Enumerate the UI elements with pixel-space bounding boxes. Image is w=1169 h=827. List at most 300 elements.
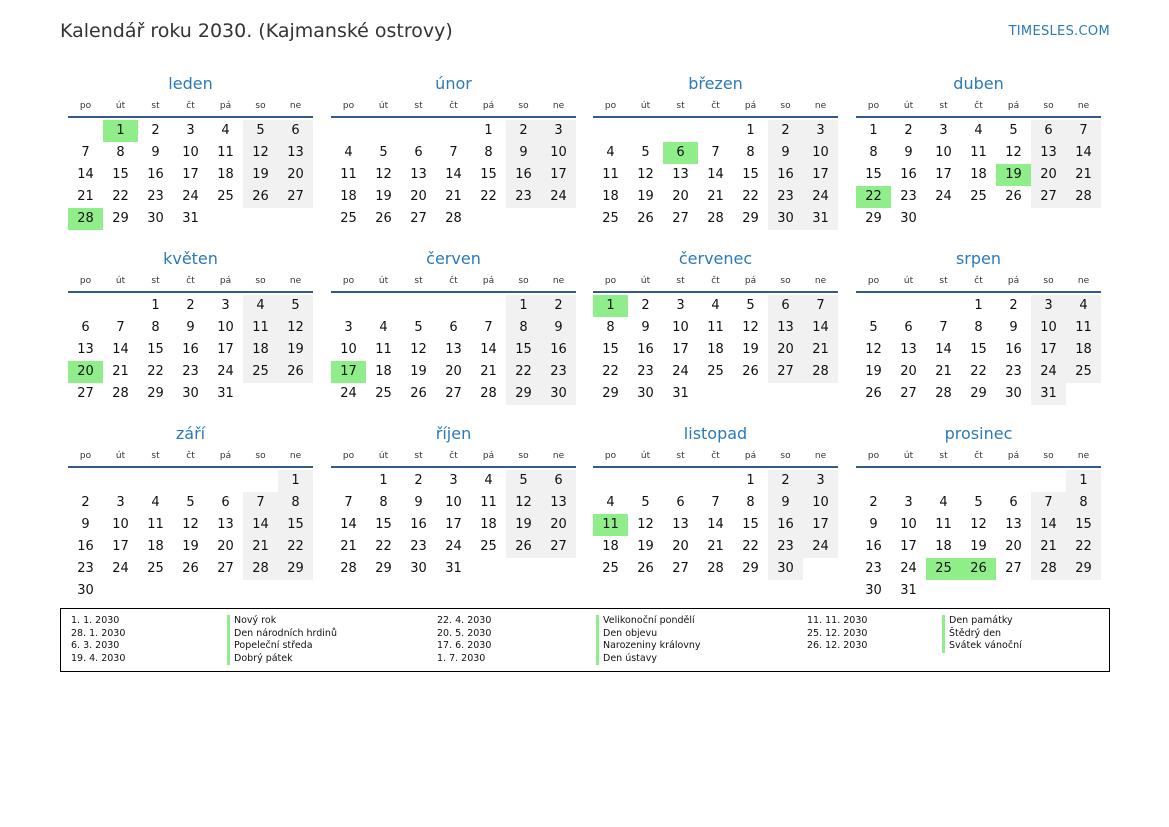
day-cell: 14 [803,317,838,339]
weekday-label: ne [814,101,827,111]
day-cell: 27 [1005,561,1022,576]
day-cell: 20 [541,514,576,536]
day-cell: 20 [410,189,427,204]
day-cell: 22 [278,536,313,558]
day-cell: 11 [217,145,234,160]
day-cell: 3 [803,120,838,142]
holiday-day: 1 [593,295,628,317]
day-cell: 27 [672,211,689,226]
day-cell: 17 [672,342,689,357]
day-cell: 29 [742,211,759,226]
day-cell: 7 [1031,492,1066,514]
day-cell: 25 [217,189,234,204]
weekday-label: so [1043,276,1054,286]
legend-dates-col-1 [71,615,125,665]
day-grid [856,118,1101,250]
day-grid [331,293,576,425]
day-cell: 4 [344,145,353,160]
month-name: březen [688,74,743,93]
day-cell: 17 [217,342,234,357]
day-cell: 4 [606,495,615,510]
day-cell: 11 [602,167,619,182]
day-cell: 3 [449,473,458,488]
month-name: srpen [955,249,1002,268]
day-cell: 12 [865,342,882,357]
day-cell: 7 [116,320,125,335]
day-cell: 18 [1066,339,1101,361]
day-cell: 28 [112,386,129,401]
weekday-label: ne [1077,101,1090,111]
day-cell: 10 [217,320,234,335]
day-cell: 15 [278,514,313,536]
month-name: leden [168,74,213,93]
day-cell: 23 [1005,364,1022,379]
day-cell: 26 [865,386,882,401]
day-cell: 15 [602,342,619,357]
weekday-label: út [640,276,651,286]
day-cell: 16 [147,167,164,182]
weekday-label: ne [552,451,565,461]
day-cell: 8 [506,317,541,339]
day-cell: 13 [900,342,917,357]
holiday-day: 19 [996,164,1031,186]
day-cell: 28 [707,561,724,576]
day-cell: 14 [112,342,129,357]
day-cell: 5 [1009,123,1018,138]
day-cell: 1 [278,470,313,492]
day-cell: 16 [865,539,882,554]
day-cell: 19 [637,539,654,554]
day-grid [68,293,313,425]
day-cell: 22 [112,189,129,204]
day-cell: 14 [340,517,357,532]
day-cell: 15 [147,342,164,357]
weekday-label: st [151,101,160,111]
day-cell: 18 [147,539,164,554]
month-name: prosinec [944,424,1013,443]
day-cell: 11 [970,145,987,160]
day-cell: 30 [768,558,803,580]
holiday-name: Den památky [942,615,1022,628]
day-cell: 5 [641,495,650,510]
day-cell: 11 [375,342,392,357]
day-cell: 1 [746,123,755,138]
day-cell: 8 [974,320,983,335]
day-cell: 23 [865,561,882,576]
day-cell: 23 [506,186,541,208]
holiday-day: 28 [68,208,103,230]
weekday-label: ne [814,451,827,461]
holiday-date: 1. 1. 2030 [71,615,120,626]
weekday-header [331,271,576,293]
day-cell: 20 [217,539,234,554]
day-cell: 3 [1031,295,1066,317]
day-cell: 29 [602,386,619,401]
weekday-header [331,96,576,118]
holiday-day: 6 [663,142,698,164]
day-cell: 29 [865,211,882,226]
holiday-name: Velikonoční pondělí [596,615,701,628]
day-cell: 24 [672,364,689,379]
day-cell: 9 [1009,320,1018,335]
weekday-label: st [414,101,423,111]
day-cell: 31 [182,211,199,226]
weekday-label: so [780,101,791,111]
weekday-label: čt [974,276,983,286]
weekday-label: st [151,451,160,461]
day-cell: 29 [147,386,164,401]
day-cell: 31 [803,208,838,230]
day-cell: 23 [77,561,94,576]
holiday-name: Popeleční středa [227,640,337,653]
day-cell: 3 [939,123,948,138]
weekday-label: pá [482,101,495,111]
day-cell: 21 [77,189,94,204]
weekday-label: út [640,451,651,461]
month-leden [68,72,313,250]
day-cell: 2 [641,298,650,313]
legend-names-col-2 [596,615,701,665]
day-cell: 29 [506,383,541,405]
day-cell: 13 [1031,142,1066,164]
day-cell: 4 [379,320,388,335]
weekday-label: so [518,101,529,111]
day-cell: 16 [768,164,803,186]
day-cell: 23 [768,536,803,558]
day-cell: 11 [243,317,278,339]
weekday-header [68,96,313,118]
day-cell: 28 [707,211,724,226]
day-cell: 7 [711,145,720,160]
holiday-date: 20. 5. 2030 [437,627,492,639]
day-cell: 18 [707,342,724,357]
day-cell: 4 [221,123,230,138]
day-cell: 10 [935,145,952,160]
month-name: červenec [678,249,753,268]
month-name: říjen [435,424,472,443]
day-grid [593,293,838,425]
day-cell: 10 [541,142,576,164]
day-cell: 22 [506,361,541,383]
day-cell: 3 [344,320,353,335]
weekday-label: ne [814,276,827,286]
day-cell: 25 [602,561,619,576]
weekday-label: st [676,101,685,111]
holiday-date: 26. 12. 2030 [807,640,868,651]
day-cell: 27 [217,561,234,576]
day-cell: 7 [939,320,948,335]
day-cell: 20 [1031,164,1066,186]
day-cell: 12 [970,517,987,532]
day-cell: 21 [243,536,278,558]
day-cell: 2 [768,470,803,492]
day-cell: 19 [970,539,987,554]
day-cell: 8 [151,320,160,335]
day-cell: 28 [1031,558,1066,580]
holiday-day: 26 [961,558,996,580]
day-cell: 25 [602,211,619,226]
day-cell: 21 [112,364,129,379]
day-cell: 10 [803,142,838,164]
day-cell: 9 [904,145,913,160]
day-cell: 1 [379,473,388,488]
day-cell: 11 [480,495,497,510]
weekday-label: út [115,276,126,286]
day-cell: 29 [742,561,759,576]
day-cell: 13 [217,517,234,532]
day-cell: 5 [186,495,195,510]
day-cell: 30 [637,386,654,401]
holiday-name: Svátek vánoční [942,640,1022,653]
weekday-label: so [780,276,791,286]
day-cell: 30 [147,211,164,226]
day-cell: 26 [742,364,759,379]
weekday-label: po [342,451,355,461]
day-cell: 18 [970,167,987,182]
day-grid [856,293,1101,425]
month-srpen [856,247,1101,425]
weekday-label: ne [552,276,565,286]
holiday-name: Dobrý pátek [227,653,337,666]
weekday-label: út [378,101,389,111]
day-cell: 27 [410,211,427,226]
day-cell: 1 [746,473,755,488]
day-cell: 9 [541,317,576,339]
day-cell: 5 [506,470,541,492]
holiday-day: 1 [103,120,138,142]
day-cell: 28 [445,211,462,226]
day-cell: 24 [803,536,838,558]
day-cell: 1 [974,298,983,313]
day-cell: 23 [182,364,199,379]
day-cell: 14 [1031,514,1066,536]
weekday-header [593,271,838,293]
weekday-label: út [378,451,389,461]
weekday-label: po [342,276,355,286]
weekday-label: čt [711,276,720,286]
day-cell: 27 [278,186,313,208]
day-cell: 15 [970,342,987,357]
day-cell: 13 [768,317,803,339]
day-cell: 17 [445,517,462,532]
day-cell: 14 [935,342,952,357]
day-cell: 6 [541,470,576,492]
day-cell: 13 [445,342,462,357]
holiday-date: 1. 7. 2030 [437,652,486,664]
site-link[interactable]: TIMESLES.COM [1008,24,1110,39]
month-červenec [593,247,838,425]
day-cell: 12 [243,142,278,164]
day-cell: 25 [970,189,987,204]
day-cell: 27 [1031,186,1066,208]
day-cell: 20 [672,189,689,204]
weekday-label: ne [552,101,565,111]
day-cell: 21 [445,189,462,204]
day-cell: 19 [243,164,278,186]
weekday-label: po [604,451,617,461]
holiday-date: 11. 11. 2030 [807,615,868,626]
day-cell: 4 [711,298,720,313]
day-cell: 21 [1031,536,1066,558]
day-cell: 15 [1066,514,1101,536]
day-cell: 4 [243,295,278,317]
day-cell: 17 [803,164,838,186]
day-cell: 3 [541,120,576,142]
day-cell: 27 [672,561,689,576]
day-cell: 31 [672,386,689,401]
day-cell: 20 [672,539,689,554]
day-cell: 10 [182,145,199,160]
day-cell: 9 [81,517,90,532]
weekday-header [856,446,1101,468]
day-cell: 14 [243,514,278,536]
weekday-label: po [79,276,92,286]
holiday-day: 25 [926,558,961,580]
day-cell: 17 [803,514,838,536]
day-cell: 9 [414,495,423,510]
day-cell: 19 [742,342,759,357]
day-cell: 24 [900,561,917,576]
weekday-label: po [604,101,617,111]
day-cell: 29 [278,558,313,580]
day-cell: 9 [506,142,541,164]
weekday-label: út [115,451,126,461]
weekday-label: so [1043,101,1054,111]
day-cell: 18 [375,364,392,379]
weekday-label: pá [219,276,232,286]
holiday-name: Narozeniny královny [596,640,701,653]
day-cell: 5 [278,295,313,317]
weekday-label: so [780,451,791,461]
day-cell: 21 [340,539,357,554]
day-cell: 19 [278,339,313,361]
day-cell: 17 [541,164,576,186]
day-cell: 2 [506,120,541,142]
day-cell: 18 [243,339,278,361]
day-cell: 9 [869,517,878,532]
day-cell: 12 [182,517,199,532]
month-březen [593,72,838,250]
day-cell: 28 [340,561,357,576]
day-cell: 21 [707,189,724,204]
day-cell: 20 [445,364,462,379]
weekday-label: čt [711,101,720,111]
day-cell: 13 [278,142,313,164]
day-cell: 9 [641,320,650,335]
day-cell: 6 [676,495,685,510]
month-name: listopad [683,424,748,443]
weekday-label: pá [744,451,757,461]
day-cell: 5 [379,145,388,160]
day-cell: 30 [900,211,917,226]
day-cell: 2 [768,120,803,142]
day-cell: 21 [935,364,952,379]
day-cell: 2 [186,298,195,313]
day-cell: 6 [904,320,913,335]
day-cell: 11 [147,517,164,532]
day-cell: 28 [1066,186,1101,208]
holiday-name: Den národních hrdinů [227,628,337,641]
weekday-header [593,96,838,118]
weekday-label: po [867,101,880,111]
day-cell: 27 [541,536,576,558]
holiday-name: Štědrý den [942,628,1022,641]
day-cell: 14 [707,517,724,532]
weekday-label: čt [974,451,983,461]
weekday-label: čt [449,276,458,286]
day-cell: 5 [414,320,423,335]
day-cell: 29 [970,386,987,401]
weekday-label: út [903,276,914,286]
day-cell: 8 [278,492,313,514]
month-září [68,422,313,600]
day-cell: 23 [768,186,803,208]
page-title: Kalendář roku 2030. (Kajmanské ostrovy) [60,20,453,42]
day-cell: 18 [935,539,952,554]
day-grid [68,468,313,600]
legend-dates-col-2 [437,615,491,665]
day-cell: 15 [742,517,759,532]
day-cell: 20 [768,339,803,361]
day-cell: 16 [410,517,427,532]
weekday-label: čt [449,101,458,111]
day-cell: 23 [541,361,576,383]
weekday-label: pá [482,276,495,286]
day-cell: 16 [541,339,576,361]
weekday-label: čt [186,101,195,111]
weekday-label: po [867,451,880,461]
day-cell: 28 [935,386,952,401]
day-cell: 15 [480,167,497,182]
day-cell: 2 [151,123,160,138]
day-cell: 2 [541,295,576,317]
weekday-label: út [903,101,914,111]
weekday-label: čt [974,101,983,111]
day-cell: 3 [803,470,838,492]
month-květen [68,247,313,425]
day-cell: 7 [344,495,353,510]
day-cell: 7 [484,320,493,335]
weekday-label: po [867,276,880,286]
day-cell: 13 [77,342,94,357]
day-cell: 7 [803,295,838,317]
day-cell: 30 [768,208,803,230]
day-cell: 14 [480,342,497,357]
day-cell: 14 [77,167,94,182]
day-grid [331,468,576,600]
day-cell: 30 [410,561,427,576]
day-cell: 13 [672,167,689,182]
day-cell: 5 [869,320,878,335]
day-cell: 18 [602,539,619,554]
day-cell: 30 [77,583,94,598]
weekday-label: st [939,276,948,286]
day-cell: 15 [112,167,129,182]
day-cell: 25 [340,211,357,226]
day-cell: 1 [484,123,493,138]
day-cell: 21 [1066,164,1101,186]
day-cell: 30 [865,583,882,598]
day-cell: 26 [637,211,654,226]
day-cell: 8 [606,320,615,335]
day-cell: 20 [278,164,313,186]
weekday-label: so [1043,451,1054,461]
holiday-day: 17 [331,361,366,383]
day-cell: 10 [340,342,357,357]
day-cell: 24 [340,386,357,401]
day-cell: 2 [414,473,423,488]
day-grid [331,118,576,250]
